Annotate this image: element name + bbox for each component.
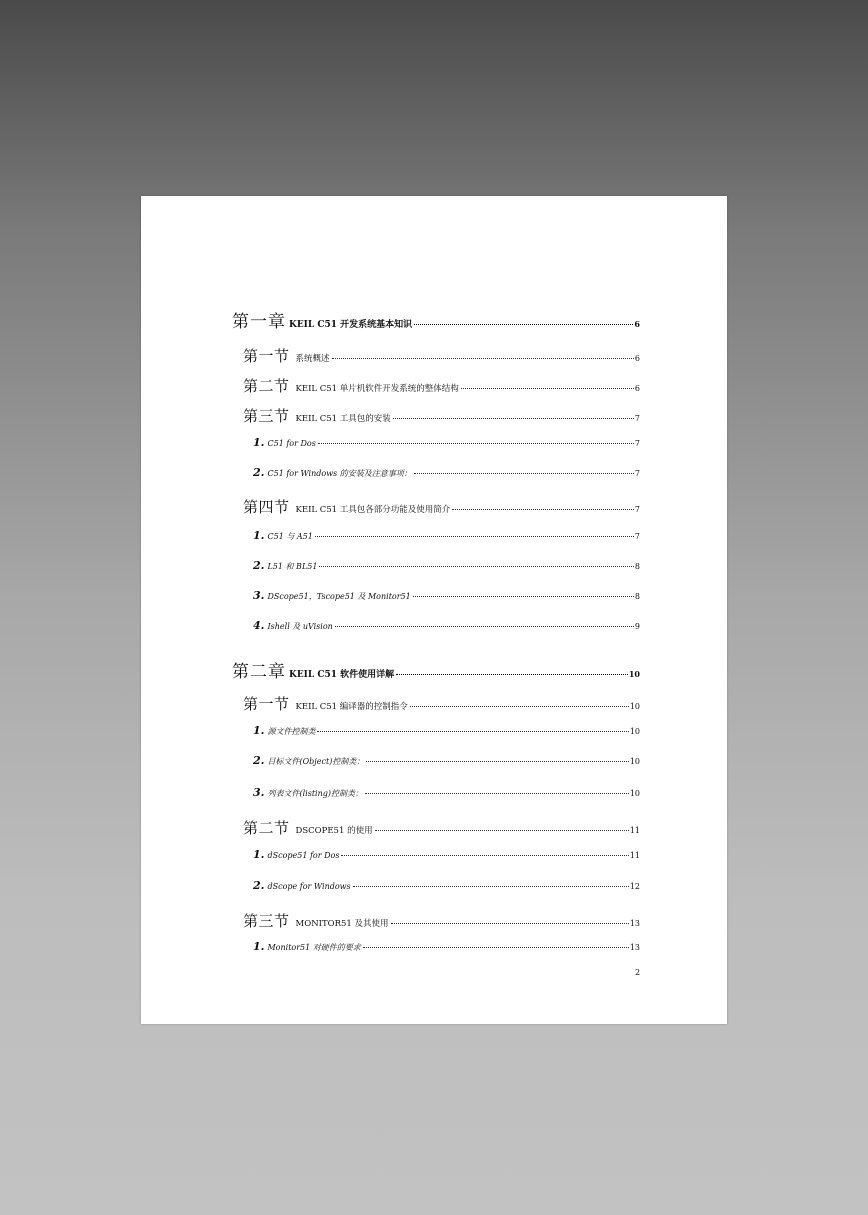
toc-entry-number: 1. [253, 940, 265, 953]
toc-page-number: 10 [629, 702, 640, 711]
dot-leader [341, 855, 628, 856]
toc-section-entry[interactable] [243, 405, 640, 426]
toc-entry-title: Monitor51 对硬件的要求 [267, 943, 361, 952]
toc-entry-number: 4. [253, 619, 265, 632]
toc-subsection-entry[interactable] [253, 754, 640, 767]
toc-entry-title: dScope for Windows [267, 882, 351, 891]
section-heading: 第四节 [243, 498, 290, 516]
toc-subsection-entry[interactable] [253, 529, 640, 542]
dot-leader [396, 674, 628, 675]
toc-chapter-entry[interactable] [232, 657, 640, 682]
toc-page-number: 13 [629, 919, 640, 928]
toc-entry-title: 源文件控制类 [267, 727, 316, 736]
toc-page-number: 10 [629, 727, 640, 736]
toc-section-entry[interactable] [243, 375, 640, 396]
toc-entry-number: 2. [253, 559, 265, 572]
page-number: 2 [635, 968, 641, 977]
dot-leader [391, 923, 629, 924]
dot-leader [319, 566, 633, 567]
dot-leader [413, 596, 634, 597]
toc-page-number: 10 [629, 757, 640, 766]
toc-subsection-entry[interactable] [253, 436, 640, 449]
toc-entry-number: 1. [253, 436, 265, 449]
toc-entry-title: 目标文件(Object)控制类： [267, 757, 365, 766]
section-heading: 第三节 [243, 912, 290, 930]
dot-leader [363, 947, 629, 948]
toc-entry-number: 2. [253, 466, 265, 479]
toc-entry-title: 系统概述 [295, 354, 330, 364]
dot-leader [461, 388, 634, 389]
dot-leader [317, 731, 628, 732]
toc-page-number: 7 [634, 414, 640, 423]
toc-section-entry[interactable] [243, 910, 640, 931]
toc-page-number: 8 [634, 592, 640, 601]
section-heading: 第一节 [243, 695, 290, 713]
toc-entry-title: KEIL C51 编译器的控制指令 [295, 702, 408, 712]
toc-entry-number: 1. [253, 848, 265, 861]
toc-entry-title: DScope51，Tscope51 及 Monitor51 [267, 592, 411, 601]
toc-entry-title: KEIL C51 工具包各部分功能及使用简介 [295, 505, 451, 515]
toc-entry-title: Ishell 及 uVision [267, 622, 333, 631]
toc-page-number: 10 [628, 669, 640, 679]
section-heading: 第二节 [243, 377, 290, 395]
toc-entry-title: KEIL C51 工具包的安装 [295, 414, 391, 424]
dot-leader [315, 536, 634, 537]
toc-page-number: 12 [629, 882, 640, 891]
toc-entry-title: C51 for Dos [267, 439, 316, 448]
table-of-contents [141, 196, 727, 1024]
toc-page-number: 6 [634, 384, 640, 393]
toc-page-number: 7 [634, 469, 640, 478]
dot-leader [393, 418, 634, 419]
toc-page-number: 9 [634, 622, 640, 631]
toc-entry-title: dScope51 for Dos [267, 851, 340, 860]
toc-page-number: 11 [629, 851, 640, 860]
toc-entry-number: 1. [253, 724, 265, 737]
dot-leader [375, 830, 629, 831]
toc-page-number: 13 [629, 943, 640, 952]
toc-section-entry[interactable] [243, 693, 640, 714]
toc-entry-title: MONITOR51 及其使用 [295, 919, 389, 929]
toc-page-number: 7 [634, 439, 640, 448]
toc-section-entry[interactable] [243, 345, 640, 366]
dot-leader [353, 886, 629, 887]
toc-entry-title: DSCOPE51 的使用 [295, 826, 373, 836]
dot-leader [318, 443, 634, 444]
dot-leader [365, 793, 629, 794]
toc-subsection-entry[interactable] [253, 786, 640, 799]
toc-subsection-entry[interactable] [253, 589, 640, 602]
toc-entry-number: 3. [253, 786, 265, 799]
chapter-heading: 第二章 [232, 662, 286, 682]
dot-leader [335, 626, 634, 627]
toc-subsection-entry[interactable] [253, 848, 640, 861]
dot-leader [414, 473, 634, 474]
toc-page-number: 11 [629, 826, 640, 835]
toc-page-number: 7 [634, 532, 640, 541]
section-heading: 第三节 [243, 407, 290, 425]
toc-subsection-entry[interactable] [253, 619, 640, 632]
section-heading: 第二节 [243, 819, 290, 837]
toc-section-entry[interactable] [243, 817, 640, 838]
dot-leader [332, 358, 634, 359]
toc-subsection-entry[interactable] [253, 466, 640, 479]
toc-entry-title: L51 和 BL51 [267, 562, 318, 571]
toc-entry-number: 2. [253, 754, 265, 767]
dot-leader [414, 324, 633, 325]
toc-page-number: 7 [634, 505, 640, 514]
toc-chapter-entry[interactable] [232, 307, 640, 332]
toc-entry-number: 1. [253, 529, 265, 542]
dot-leader [366, 761, 628, 762]
toc-section-entry[interactable] [243, 496, 640, 517]
toc-entry-title: 列表文件(listing)控制类： [267, 789, 363, 798]
toc-page-number: 10 [629, 789, 640, 798]
toc-page-number: 6 [634, 319, 640, 329]
toc-entry-number: 2. [253, 879, 265, 892]
toc-entry-title: C51 与 A51 [267, 532, 313, 541]
dot-leader [410, 706, 629, 707]
toc-page-number: 6 [634, 354, 640, 363]
document-page [141, 196, 727, 1024]
toc-subsection-entry[interactable] [253, 724, 640, 737]
toc-entry-number: 3. [253, 589, 265, 602]
toc-page-number: 8 [634, 562, 640, 571]
toc-entry-title: KEIL C51 单片机软件开发系统的整体结构 [295, 384, 459, 394]
toc-entry-title: KEIL C51 软件使用详解 [289, 670, 395, 680]
dot-leader [452, 509, 634, 510]
toc-subsection-entry[interactable] [253, 559, 640, 572]
toc-entry-title: C51 for Windows 的安装及注意事项： [267, 469, 412, 478]
chapter-heading: 第一章 [232, 312, 286, 332]
toc-subsection-entry[interactable] [253, 879, 640, 892]
toc-entry-title: KEIL C51 开发系统基本知识 [289, 320, 413, 330]
toc-subsection-entry[interactable] [253, 940, 640, 953]
section-heading: 第一节 [243, 347, 290, 365]
